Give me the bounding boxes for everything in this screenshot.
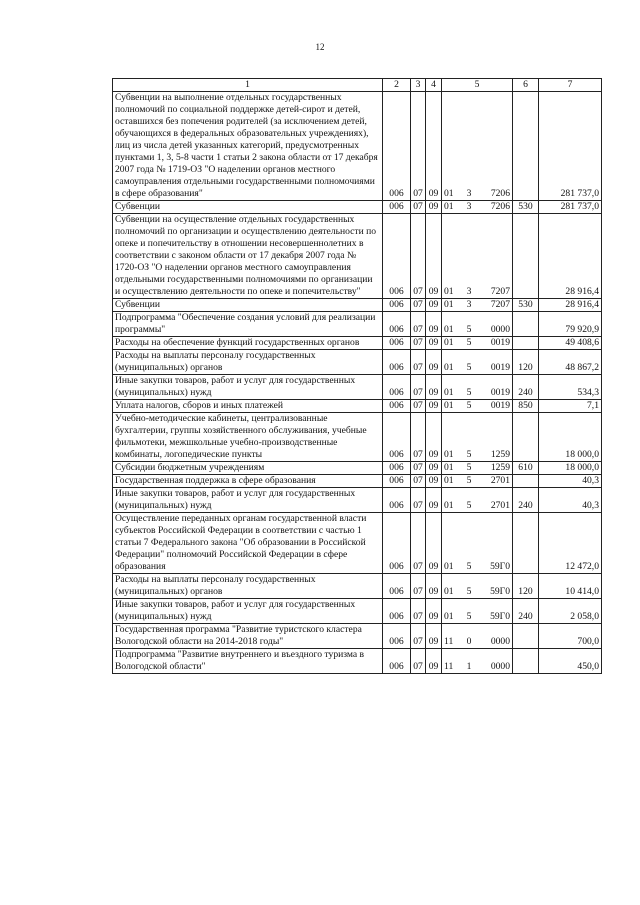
row-name: Субвенции: [113, 201, 383, 214]
row-name: Иные закупки товаров, работ и услуг для государственных (муниципальных) нужд: [113, 599, 383, 624]
table-row: [113, 201, 602, 214]
row-target-article: [442, 337, 513, 350]
row-expense-type-code: 530: [513, 201, 539, 214]
row-section-code: 07: [411, 513, 426, 574]
row-target-article: [442, 649, 513, 674]
target-subprogram-code: 5: [466, 462, 472, 473]
row-target-article: [442, 475, 513, 488]
row-target-article: [442, 92, 513, 201]
row-amount: 700,0: [539, 624, 602, 649]
row-section-code: 07: [411, 475, 426, 488]
target-program-code: 01: [444, 462, 454, 473]
row-expense-type-code: 530: [513, 299, 539, 312]
table-row: [113, 214, 602, 299]
row-amount: 281 737,0: [539, 201, 602, 214]
row-subsection-code: 09: [426, 350, 442, 375]
target-subprogram-code: 5: [466, 500, 472, 511]
target-subprogram-code: 3: [466, 299, 472, 310]
row-expense-type-code: [513, 624, 539, 649]
target-program-code: 01: [444, 286, 454, 297]
target-program-code: 01: [444, 611, 454, 622]
target-program-code: 01: [444, 400, 454, 411]
row-target-article: [442, 462, 513, 475]
row-amount: 79 920,9: [539, 312, 602, 337]
row-name: Субвенции на осуществление отдельных государственных полномочий по организации и осуществлению деятельности по опеке и попечительству в отношении несовершеннолетних в соответствии с законом области от 17 декабря 2007 года № 1720-ОЗ "О наделении органов местного самоуправления отдельными государственными полномочиями по организации и осуществлению деятельности по опеке и попечительству": [113, 214, 383, 299]
row-amount: 2 058,0: [539, 599, 602, 624]
target-direction-code: 1259: [490, 462, 510, 473]
target-direction-code: 0000: [490, 324, 510, 335]
target-program-code: 11: [444, 661, 454, 672]
column-header: 5: [442, 79, 513, 92]
row-subsection-code: 09: [426, 201, 442, 214]
row-target-article: [442, 574, 513, 599]
row-section-code: 07: [411, 624, 426, 649]
target-subprogram-code: 1: [466, 661, 472, 672]
row-subsection-code: 09: [426, 475, 442, 488]
target-subprogram-code: 5: [466, 449, 472, 460]
target-subprogram-code: 3: [466, 188, 472, 199]
target-direction-code: 2701: [490, 475, 510, 486]
row-expense-type-code: [513, 312, 539, 337]
row-expense-type-code: [513, 513, 539, 574]
row-target-article: [442, 599, 513, 624]
row-expense-type-code: 240: [513, 599, 539, 624]
row-subsection-code: 09: [426, 599, 442, 624]
row-amount: 49 408,6: [539, 337, 602, 350]
target-subprogram-code: 5: [466, 586, 472, 597]
target-program-code: 01: [444, 299, 454, 310]
target-program-code: 01: [444, 362, 454, 373]
row-expense-type-code: 240: [513, 488, 539, 513]
row-amount: 7,1: [539, 400, 602, 413]
row-amount: 10 414,0: [539, 574, 602, 599]
target-subprogram-code: 5: [466, 611, 472, 622]
target-direction-code: 7207: [490, 286, 510, 297]
budget-table: [112, 78, 602, 674]
row-target-article: [442, 350, 513, 375]
row-ministry-code: 006: [383, 599, 411, 624]
target-direction-code: 59Г0: [490, 586, 510, 597]
row-name: Подпрограмма "Развитие внутреннего и въездного туризма в Вологодской области": [113, 649, 383, 674]
row-section-code: 07: [411, 488, 426, 513]
row-ministry-code: 006: [383, 350, 411, 375]
row-section-code: 07: [411, 337, 426, 350]
row-subsection-code: 09: [426, 649, 442, 674]
target-program-code: 01: [444, 586, 454, 597]
target-program-code: 01: [444, 449, 454, 460]
row-expense-type-code: 120: [513, 574, 539, 599]
row-section-code: 07: [411, 413, 426, 462]
row-section-code: 07: [411, 312, 426, 337]
row-name: Расходы на выплаты персоналу государственных (муниципальных) органов: [113, 574, 383, 599]
table-row: [113, 574, 602, 599]
row-name: Расходы на обеспечение функций государственных органов: [113, 337, 383, 350]
row-ministry-code: 006: [383, 574, 411, 599]
row-expense-type-code: 610: [513, 462, 539, 475]
row-name: Учебно-методические кабинеты, централизованные бухгалтерии, группы хозяйственного обслуживания, учебные фильмотеки, межшкольные учебно-производственные комбинаты, логопедические пункты: [113, 413, 383, 462]
row-name: Иные закупки товаров, работ и услуг для государственных (муниципальных) нужд: [113, 375, 383, 400]
row-name: Уплата налогов, сборов и иных платежей: [113, 400, 383, 413]
table-row: [113, 462, 602, 475]
row-amount: 18 000,0: [539, 462, 602, 475]
target-direction-code: 0000: [490, 636, 510, 647]
row-expense-type-code: [513, 92, 539, 201]
column-header: 6: [513, 79, 539, 92]
row-target-article: [442, 214, 513, 299]
target-subprogram-code: 3: [466, 201, 472, 212]
table-row: [113, 649, 602, 674]
row-section-code: 07: [411, 375, 426, 400]
row-section-code: 07: [411, 400, 426, 413]
row-subsection-code: 09: [426, 488, 442, 513]
row-name: Государственная программа "Развитие туристского кластера Вологодской области на 2014-2018 годы": [113, 624, 383, 649]
target-program-code: 01: [444, 387, 454, 398]
row-ministry-code: 006: [383, 649, 411, 674]
row-subsection-code: 09: [426, 413, 442, 462]
row-name: Субвенции на выполнение отдельных государственных полномочий по социальной поддержке детей-сирот и детей, оставшихся без попечения родителей (за исключением детей, обучающихся в федеральных образовательных учреждениях), лиц из числа детей указанных категорий, предусмотренных пунктами 1, 3, 5-8 части 1 статьи 2 закона области от 17 декабря 2007 года № 1719-ОЗ "О наделении органов местного самоуправления отдельными государственными полномочиями в сфере образования": [113, 92, 383, 201]
row-name: Иные закупки товаров, работ и услуг для государственных (муниципальных) нужд: [113, 488, 383, 513]
row-section-code: 07: [411, 214, 426, 299]
row-name: Расходы на выплаты персоналу государственных (муниципальных) органов: [113, 350, 383, 375]
row-ministry-code: 006: [383, 475, 411, 488]
row-target-article: [442, 299, 513, 312]
row-expense-type-code: [513, 413, 539, 462]
row-target-article: [442, 375, 513, 400]
row-amount: 18 000,0: [539, 413, 602, 462]
target-subprogram-code: 5: [466, 362, 472, 373]
row-target-article: [442, 312, 513, 337]
row-subsection-code: 09: [426, 513, 442, 574]
target-direction-code: 0000: [490, 661, 510, 672]
row-ministry-code: 006: [383, 214, 411, 299]
row-section-code: 07: [411, 350, 426, 375]
row-target-article: [442, 624, 513, 649]
row-ministry-code: 006: [383, 312, 411, 337]
column-header: 7: [539, 79, 602, 92]
row-name: Осуществление переданных органам государственной власти субъектов Российской Федерации в соответствии с частью 1 статьи 7 Федерального закона "Об образовании в Российской Федерации" полномочий Российской Федерации в сфере образования: [113, 513, 383, 574]
row-amount: 281 737,0: [539, 92, 602, 201]
table-row: [113, 413, 602, 462]
row-subsection-code: 09: [426, 400, 442, 413]
row-ministry-code: 006: [383, 337, 411, 350]
row-section-code: 07: [411, 574, 426, 599]
table-header-row: [113, 79, 602, 92]
table-row: [113, 375, 602, 400]
table-row: [113, 475, 602, 488]
row-amount: 28 916,4: [539, 214, 602, 299]
row-subsection-code: 09: [426, 462, 442, 475]
row-amount: 28 916,4: [539, 299, 602, 312]
target-direction-code: 0019: [490, 387, 510, 398]
target-direction-code: 59Г0: [490, 611, 510, 622]
target-program-code: 01: [444, 324, 454, 335]
row-amount: 450,0: [539, 649, 602, 674]
row-name: Государственная поддержка в сфере образования: [113, 475, 383, 488]
target-direction-code: 2701: [490, 500, 510, 511]
row-subsection-code: 09: [426, 337, 442, 350]
row-subsection-code: 09: [426, 299, 442, 312]
target-direction-code: 0019: [490, 362, 510, 373]
row-name: Субвенции: [113, 299, 383, 312]
target-direction-code: 1259: [490, 449, 510, 460]
target-program-code: 01: [444, 337, 454, 348]
column-header: 3: [411, 79, 426, 92]
row-amount: 40,3: [539, 488, 602, 513]
row-ministry-code: 006: [383, 400, 411, 413]
target-program-code: 01: [444, 188, 454, 199]
row-amount: 12 472,0: [539, 513, 602, 574]
row-target-article: [442, 400, 513, 413]
row-subsection-code: 09: [426, 624, 442, 649]
row-section-code: 07: [411, 92, 426, 201]
row-ministry-code: 006: [383, 513, 411, 574]
row-expense-type-code: 120: [513, 350, 539, 375]
row-target-article: [442, 201, 513, 214]
row-target-article: [442, 488, 513, 513]
target-direction-code: 59Г0: [490, 561, 510, 572]
table-row: [113, 400, 602, 413]
row-ministry-code: 006: [383, 413, 411, 462]
table-row: [113, 312, 602, 337]
row-subsection-code: 09: [426, 574, 442, 599]
row-section-code: 07: [411, 462, 426, 475]
target-program-code: 01: [444, 561, 454, 572]
target-program-code: 01: [444, 500, 454, 511]
target-subprogram-code: 5: [466, 400, 472, 411]
table-row: [113, 92, 602, 201]
row-ministry-code: 006: [383, 92, 411, 201]
target-subprogram-code: 5: [466, 324, 472, 335]
table-row: [113, 513, 602, 574]
row-name: Субсидии бюджетным учреждениям: [113, 462, 383, 475]
row-amount: 40,3: [539, 475, 602, 488]
row-amount: 534,3: [539, 375, 602, 400]
target-subprogram-code: 5: [466, 561, 472, 572]
row-ministry-code: 006: [383, 624, 411, 649]
row-target-article: [442, 413, 513, 462]
row-expense-type-code: [513, 475, 539, 488]
table-row: [113, 350, 602, 375]
target-subprogram-code: 0: [466, 636, 472, 647]
row-name: Подпрограмма "Обеспечение создания условий для реализации программы": [113, 312, 383, 337]
row-section-code: 07: [411, 649, 426, 674]
table-row: [113, 624, 602, 649]
target-program-code: 01: [444, 201, 454, 212]
row-ministry-code: 006: [383, 201, 411, 214]
table-row: [113, 337, 602, 350]
target-direction-code: 7206: [490, 201, 510, 212]
row-section-code: 07: [411, 599, 426, 624]
row-amount: 48 867,2: [539, 350, 602, 375]
target-subprogram-code: 3: [466, 286, 472, 297]
column-header: 4: [426, 79, 442, 92]
target-direction-code: 0019: [490, 400, 510, 411]
row-expense-type-code: [513, 649, 539, 674]
row-ministry-code: 006: [383, 462, 411, 475]
row-ministry-code: 006: [383, 299, 411, 312]
row-ministry-code: 006: [383, 375, 411, 400]
target-subprogram-code: 5: [466, 387, 472, 398]
row-subsection-code: 09: [426, 214, 442, 299]
target-program-code: 11: [444, 636, 454, 647]
column-header: 2: [383, 79, 411, 92]
target-subprogram-code: 5: [466, 475, 472, 486]
table-row: [113, 599, 602, 624]
row-target-article: [442, 513, 513, 574]
row-expense-type-code: [513, 337, 539, 350]
column-header: 1: [113, 79, 383, 92]
target-program-code: 01: [444, 475, 454, 486]
target-direction-code: 0019: [490, 337, 510, 348]
target-direction-code: 7207: [490, 299, 510, 310]
row-expense-type-code: 850: [513, 400, 539, 413]
target-subprogram-code: 5: [466, 337, 472, 348]
table-row: [113, 488, 602, 513]
table-row: [113, 299, 602, 312]
page-number: 12: [315, 42, 325, 52]
row-expense-type-code: [513, 214, 539, 299]
row-expense-type-code: 240: [513, 375, 539, 400]
row-section-code: 07: [411, 299, 426, 312]
row-ministry-code: 006: [383, 488, 411, 513]
row-subsection-code: 09: [426, 375, 442, 400]
row-section-code: 07: [411, 201, 426, 214]
target-direction-code: 7206: [490, 188, 510, 199]
row-subsection-code: 09: [426, 312, 442, 337]
row-subsection-code: 09: [426, 92, 442, 201]
